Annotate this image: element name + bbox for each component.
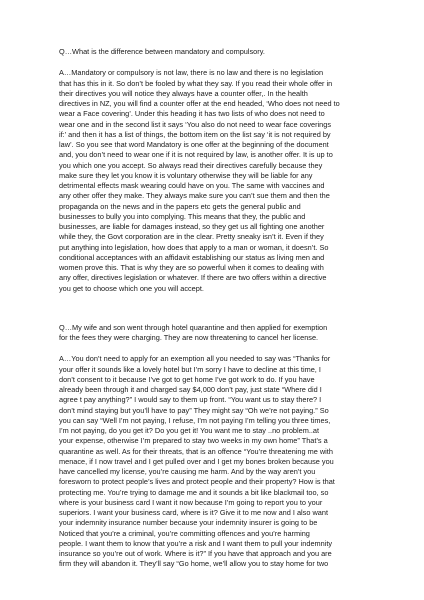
- text-line: Q…My wife and son went through hotel quarantine and then applied for exemption: [59, 322, 328, 332]
- text-line: don’t consent to it because I’ve got to get home I’ve got work to do. If you have: [59, 374, 315, 384]
- text-line: you which one you accept. So always read their directives carefully because they: [59, 160, 323, 170]
- text-line: propaganda on the news and in the papers etc gets the general public and: [59, 201, 301, 211]
- text-line: make sure they let you know it is voluntary otherwise they will be liable for any: [59, 170, 313, 180]
- text-line: foresworn to protect people’s lives and protect people and their property? How is that: [59, 477, 335, 487]
- text-line: people. I want them to know that you’re a risk and I want them to pull your indemnity: [59, 538, 333, 548]
- text-line: have cancelled my license, you’re causing me harm. And by the way aren’t you: [59, 467, 316, 476]
- text-line: you get to choose which one you will accept.: [59, 283, 204, 293]
- text-line: law’. So you see that word Mandatory is one offer at the beginning of the document: [59, 140, 329, 149]
- text-line: where is your business card I want it now because I’m going to report you to your: [59, 497, 323, 507]
- text-line: conditional acceptances with an affidavit establishing our status as living men and: [59, 252, 325, 262]
- text-line: for the fees they were charging. They are now threatening to cancel her license.: [59, 333, 319, 342]
- text-line: businesses to bully you into complying. This means that they, the public and: [59, 211, 306, 221]
- text-line: and, you don’t need to wear one if it is not required by law, is another offer. It is up to: [59, 150, 333, 160]
- text-line: businesses, are liable for damages instead, so they get us all fighting one another: [59, 222, 325, 231]
- text-line: A…Mandatory or compulsory is not law, there is no law and there is no legislation: [59, 68, 324, 78]
- text-line: Noticed that you’re a criminal, you’re committing offences and you’re harming: [59, 528, 310, 538]
- text-line: protecting me. You’re trying to damage me and it sounds a bit like blackmail too, so: [59, 487, 329, 497]
- text-line: superiors. I want your business card, where is it? Give it to me now and I also want: [59, 508, 328, 517]
- text-line: agree t pay anything?” I would say to them up front. “You want us to stay there? I: [59, 395, 322, 405]
- text-line: any offer, directives legislation or whatever. If there are two offers within a directive: [59, 273, 327, 283]
- text-line: that has this in it. So don’t be fooled by what they say. If you read their whole offer in: [59, 78, 333, 88]
- text-line: already been through it and charged say $4,000 don’t pay, just state “Where did I: [59, 385, 322, 394]
- question-1: [59, 47, 379, 57]
- text-line: menace, if I now travel and I get pulled over and I get my bones broken because you: [59, 456, 334, 466]
- text-line: A…You don’t need to apply for an exemption all you needed to say was “Thanks for: [59, 354, 331, 364]
- text-line: insurance so you’re out of work. Where is it?” If you have that approach and you are: [59, 549, 332, 558]
- text-line: I’m not paying, do you get it? Do you get it! You want me to stay ..no problem..at: [59, 426, 320, 435]
- text-line: your offer it sounds like a lovely hotel but I’m sorry I have to decline at this time, I: [59, 364, 321, 374]
- text-line: wear one and in the second list it says ‘You also do not need to wear face coverings: [59, 119, 332, 129]
- text-line: any other offer they make. They always make sure you can’t sue them and then the: [59, 191, 330, 201]
- answer-1: [59, 68, 379, 294]
- text-line: your expense, otherwise I’m prepared to stay two weeks in my own home” That’s a: [59, 436, 328, 446]
- text-line: while they, the Govt corporation are in the clear. Pretty sneaky isn’t it. Even if they: [59, 232, 324, 242]
- text-line: put anything into legislation, how does that apply to a man or woman, it doesn’t. So: [59, 242, 329, 252]
- text-line: your indemnity insurance number because your indemnity insurer is going to be: [59, 518, 318, 528]
- text-line: if:’ and then it has a list of things, the bottom item on the list say ‘it is not required by: [59, 129, 331, 139]
- text-line: wear a Face covering’. Under this heading it has two lists of who does not need to: [59, 109, 325, 119]
- answer-2: [59, 354, 379, 569]
- text-line: their directives you will notice they always have a counter offer,. In the health: [59, 88, 308, 98]
- text-line: you can say “Well I’m not paying, I refuse, I’m not paying I’m telling you three times,: [59, 415, 331, 425]
- text-line: women prove this. That is why they are so powerful when it comes to dealing with: [59, 263, 324, 272]
- text-line: don’t mind staying but you’ll have to pay” They might say “Oh we’re not paying.” So: [59, 405, 329, 415]
- question-2: [59, 323, 379, 344]
- text-line: directives in NZ, you will find a counter offer at the end headed, ‘Who does not need to: [59, 99, 340, 108]
- text-line: quarantine as well. As for their threats, that is an offence “You’re threatening me with: [59, 446, 333, 456]
- text-line: detrimental effects mask wearing could have on you. The same with vaccines and: [59, 181, 325, 190]
- text-line: firm they will abandon it. They’ll say “Go home, we’ll allow you to stay home for two: [59, 559, 329, 569]
- text-line: Q…What is the difference between mandatory and compulsory.: [59, 47, 265, 56]
